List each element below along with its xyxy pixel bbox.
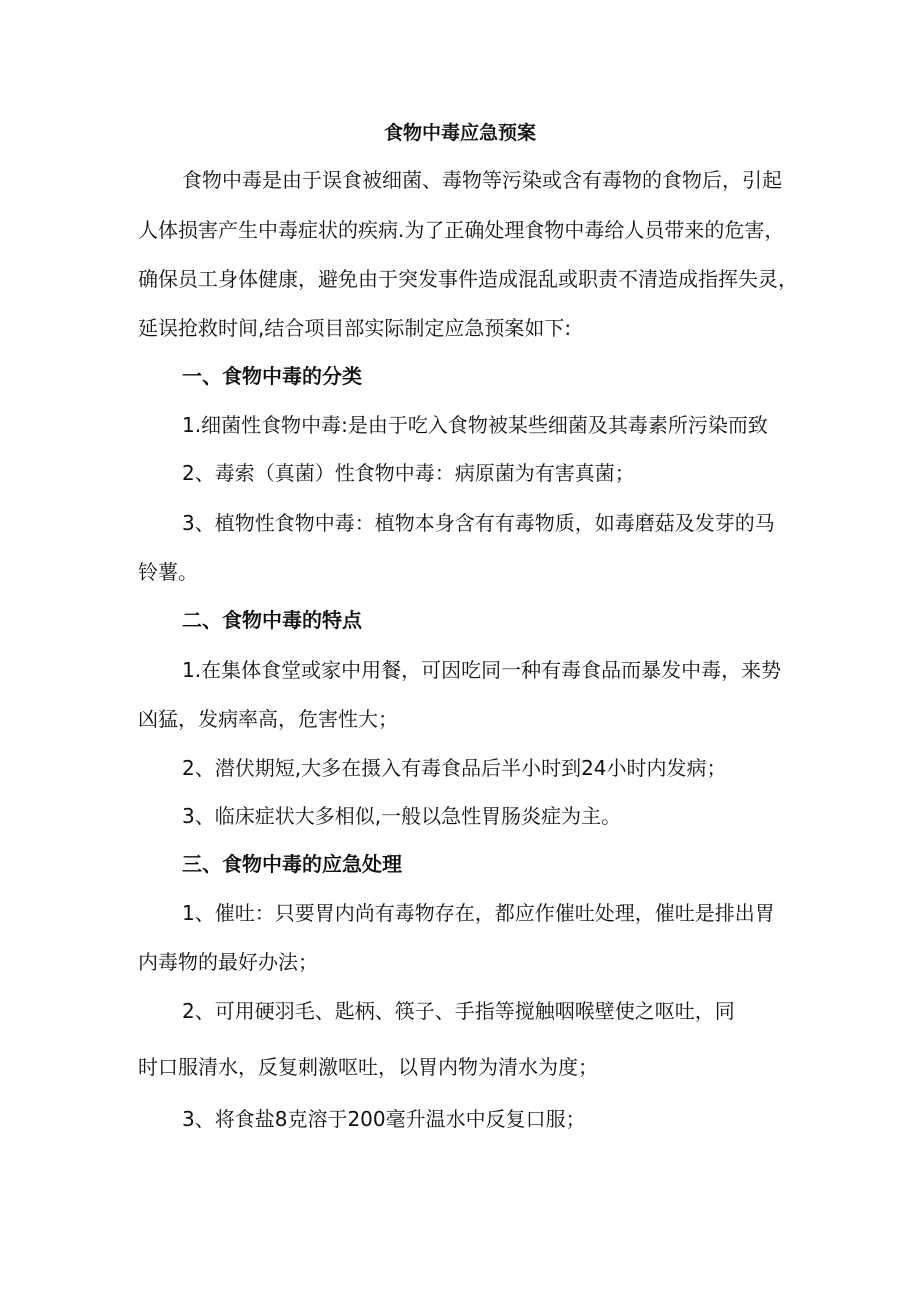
list-item-continuation: 内毒物的最好办法； <box>138 950 318 974</box>
list-item-continuation: 铃薯。 <box>138 560 198 584</box>
list-item: 3、将食盐8克溶于200毫升温水中反复口服； <box>182 1107 586 1131</box>
section-heading-characteristics: 二、食物中毒的特点 <box>182 608 362 632</box>
intro-line: 延误抢救时间,结合项目部实际制定应急预案如下: <box>138 316 572 340</box>
list-item: 2、毒索（真菌）性食物中毒：病原菌为有害真菌； <box>182 461 635 485</box>
list-item: 1、催吐：只要胃内尚有毒物存在，都应作催吐处理，催吐是排出胃 <box>182 901 775 925</box>
list-item: 1.细菌性食物中毒:是由于吃入食物被某些细菌及其毒素所污染而致 <box>182 413 768 437</box>
list-item: 1.在集体食堂或家中用餐，可因吃同一种有毒食品而暴发中毒，来势 <box>182 658 782 682</box>
document-title: 食物中毒应急预案 <box>383 122 536 144</box>
list-item: 3、临床症状大多相似,一般以急性胃肠炎症为主。 <box>182 804 622 828</box>
list-item: 2、可用硬羽毛、匙柄、筷子、手指等搅触咽喉壁使之呕吐，同 <box>182 999 735 1023</box>
intro-line: 食物中毒是由于误食被细菌、毒物等污染或含有毒物的食物后，引起 <box>182 168 782 192</box>
list-item: 3、植物性食物中毒：植物本身含有有毒物质，如毒磨菇及发芽的马 <box>182 511 775 535</box>
section-heading-classification: 一、食物中毒的分类 <box>182 364 362 388</box>
intro-line: 确保员工身体健康，避免由于突发事件造成混乱或职责不清造成指挥失灵， <box>138 267 798 291</box>
section-heading-emergency-handling: 三、食物中毒的应急处理 <box>182 852 402 876</box>
list-item: 2、潜伏期短,大多在摄入有毒食品后半小时到24小时内发病； <box>182 756 727 780</box>
list-item-continuation: 凶猛，发病率高，危害性大； <box>138 707 398 731</box>
intro-line: 人体损害产生中毒症状的疾病.为了正确处理食物中毒给人员带来的危害， <box>138 218 785 242</box>
list-item-continuation: 时口服清水，反复刺激呕吐，以胃内物为清水为度； <box>138 1055 598 1079</box>
